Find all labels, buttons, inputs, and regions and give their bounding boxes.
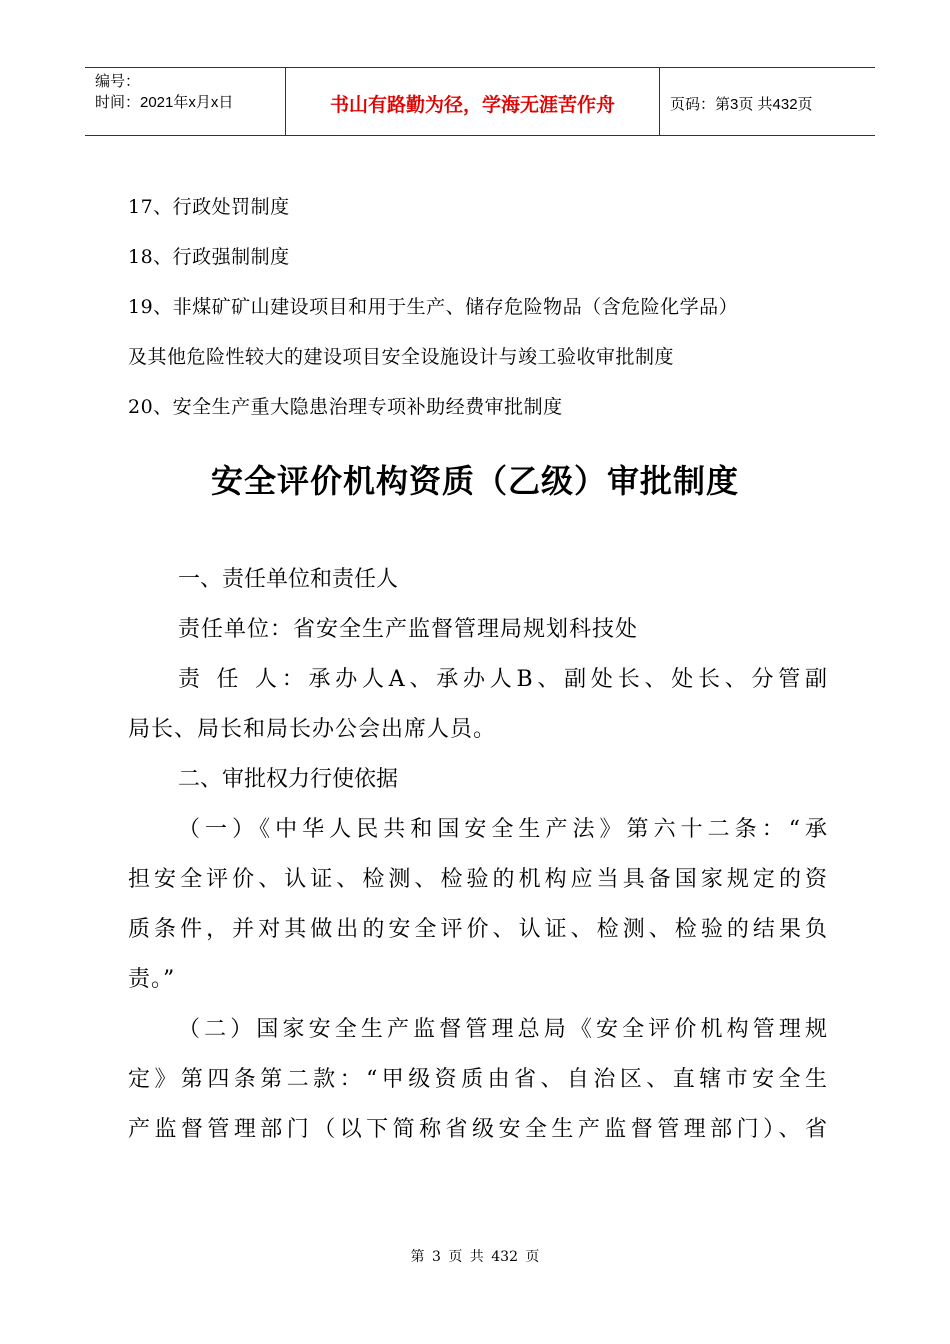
- document-body: [128, 555, 828, 1155]
- section-heading: 一、责任单位和责任人: [178, 567, 399, 592]
- header-page-info: 页码：第3页 共432页: [670, 96, 813, 113]
- list-section: [128, 182, 828, 432]
- paragraph-line: （一）《中华人民共和国安全生产法》第六十二条：“承: [178, 817, 828, 842]
- list-item: 及其他危险性较大的建设项目安全设施设计与竣工验收审批制度: [128, 346, 675, 368]
- paragraph-line: 定》第四条第二款：“甲级资质由省、自治区、直辖市安全生: [128, 1067, 828, 1092]
- paragraph-line: 责 任 人：承办人A、承办人B、副处长、处长、分管副: [178, 667, 828, 692]
- paragraph-line: 责任单位：省安全生产监督管理局规划科技处: [178, 617, 639, 642]
- paragraph-line: 产监督管理部门（以下简称省级安全生产监督管理部门）、省: [128, 1117, 828, 1142]
- header-motto: 书山有路勤为径，学海无涯苦作舟: [286, 68, 660, 135]
- document-number-label: 编号：: [95, 73, 141, 90]
- document-header: [85, 67, 875, 136]
- list-item: 17、行政处罚制度: [128, 196, 290, 218]
- paragraph-line: 担安全评价、认证、检测、检验的机构应当具备国家规定的资: [128, 867, 828, 892]
- section-heading: 二、审批权力行使依据: [178, 767, 399, 792]
- paragraph-line: 质条件，并对其做出的安全评价、认证、检测、检验的结果负: [128, 917, 828, 942]
- paragraph-line: 责。”: [128, 967, 176, 992]
- document-time-label: 时间：2021年x月x日: [95, 94, 234, 111]
- list-item: 18、行政强制制度: [128, 246, 290, 268]
- paragraph-line: 局长、局长和局长办公会出席人员。: [128, 717, 497, 742]
- paragraph-line: （二）国家安全生产监督管理总局《安全评价机构管理规: [178, 1017, 828, 1042]
- header-meta: [85, 68, 286, 135]
- document-title: 安全评价机构资质（乙级）审批制度: [210, 462, 739, 500]
- list-item: 19、非煤矿矿山建设项目和用于生产、储存危险物品（含危险化学品）: [128, 296, 739, 318]
- page-footer: 第 3 页 共 432 页: [410, 1249, 540, 1265]
- list-item: 20、安全生产重大隐患治理专项补助经费审批制度: [128, 396, 563, 418]
